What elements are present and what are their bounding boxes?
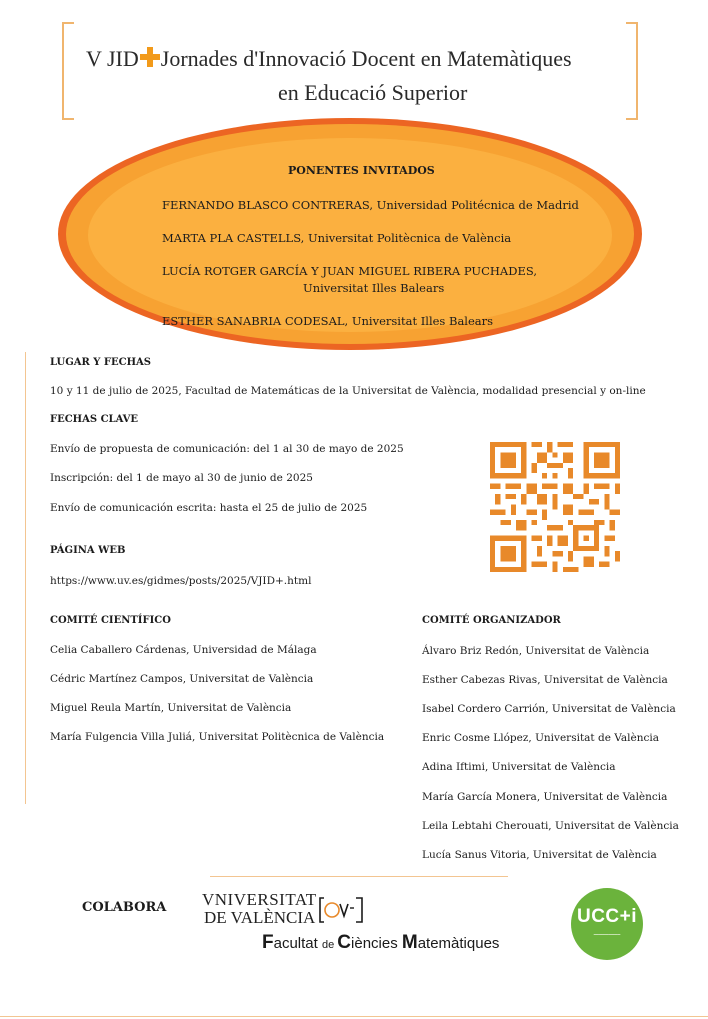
comite-organizador-member: Enric Cosme Llópez, Universitat de València — [422, 732, 659, 744]
left-accent-line — [25, 352, 26, 804]
fechas-clave-label: FECHAS CLAVE — [50, 414, 138, 425]
event-title-line2: en Educació Superior — [278, 80, 468, 105]
event-title-line1 — [86, 46, 572, 72]
uv-emblem-icon — [318, 896, 370, 924]
plus-icon — [140, 47, 160, 67]
comite-organizador-member: María García Monera, Universitat de València — [422, 791, 668, 803]
bottom-rule — [0, 1016, 708, 1017]
title-prefix: V JID — [86, 46, 139, 71]
speaker-affiliation: Universitat Illes Balears — [303, 281, 445, 295]
title-rest: Jornades d'Innovació Docent en Matemàtiques — [160, 46, 572, 71]
comite-organizador-member: Esther Cabezas Rivas, Universitat de València — [422, 674, 668, 686]
comite-organizador-member: Lucía Sanus Vitoria, Universitat de València — [422, 849, 657, 861]
web-label: PÁGINA WEB — [50, 545, 126, 556]
web-link[interactable]: https://www.uv.es/gidmes/posts/2025/VJID+.html — [50, 575, 312, 587]
right-bracket-decoration — [626, 22, 638, 120]
lugar-label: LUGAR Y FECHAS — [50, 357, 152, 368]
colabora-label: COLABORA — [82, 900, 167, 915]
comite-organizador-member: Leila Lebtahi Cherouati, Universitat de València — [422, 820, 679, 832]
comite-cientifico-member: Miguel Reula Martín, Universitat de València — [50, 702, 292, 714]
lugar-text: 10 y 11 de julio de 2025, Facultad de Matemáticas de la Universitat de València, modalidad presencial y on-line — [50, 385, 646, 397]
ucci-logo-text: UCC+i — [576, 906, 638, 927]
comite-cientifico-label: COMITÉ CIENTÍFICO — [50, 615, 171, 626]
comite-organizador-member: Álvaro Briz Redón, Universitat de València — [422, 645, 650, 657]
speakers-title: PONENTES INVITADOS — [288, 164, 435, 177]
uv-logo-line1: VNIVERSITAT — [202, 890, 317, 909]
qr-code-icon[interactable] — [490, 442, 620, 572]
comite-cientifico-member: María Fulgencia Villa Juliá, Universitat Politècnica de València — [50, 731, 385, 743]
uv-logo-line2: DE VALÈNCIA — [204, 908, 316, 927]
comite-organizador-member: Isabel Cordero Carrión, Universitat de València — [422, 703, 676, 715]
comite-organizador-member: Adina Iftimi, Universitat de València — [422, 761, 616, 773]
faculty-name: Facultat de Ciències Matemàtiques — [262, 932, 500, 953]
footer-divider — [210, 876, 508, 877]
comite-cientifico-member: Celia Caballero Cárdenas, Universidad de Málaga — [50, 644, 317, 656]
fecha-item: Envío de propuesta de comunicación: del 1 al 30 de mayo de 2025 — [50, 443, 404, 455]
ucci-logo-tagline: ━━━━━━━━━━━ — [593, 932, 621, 937]
speaker-item: MARTA PLA CASTELLS, Universitat Politècnica de València — [162, 231, 512, 245]
comite-organizador-label: COMITÉ ORGANIZADOR — [422, 615, 561, 626]
speaker-item: FERNANDO BLASCO CONTRERAS, Universidad Politécnica de Madrid — [162, 198, 579, 212]
comite-cientifico-member: Cédric Martínez Campos, Universitat de València — [50, 673, 314, 685]
fecha-item: Inscripción: del 1 de mayo al 30 de junio de 2025 — [50, 472, 313, 484]
speaker-item: ESTHER SANABRIA CODESAL, Universitat Illes Balears — [162, 314, 494, 328]
speaker-item: LUCÍA ROTGER GARCÍA Y JUAN MIGUEL RIBERA PUCHADES, — [162, 264, 537, 278]
fecha-item: Envío de comunicación escrita: hasta el 25 de julio de 2025 — [50, 502, 368, 514]
left-bracket-decoration — [62, 22, 74, 120]
